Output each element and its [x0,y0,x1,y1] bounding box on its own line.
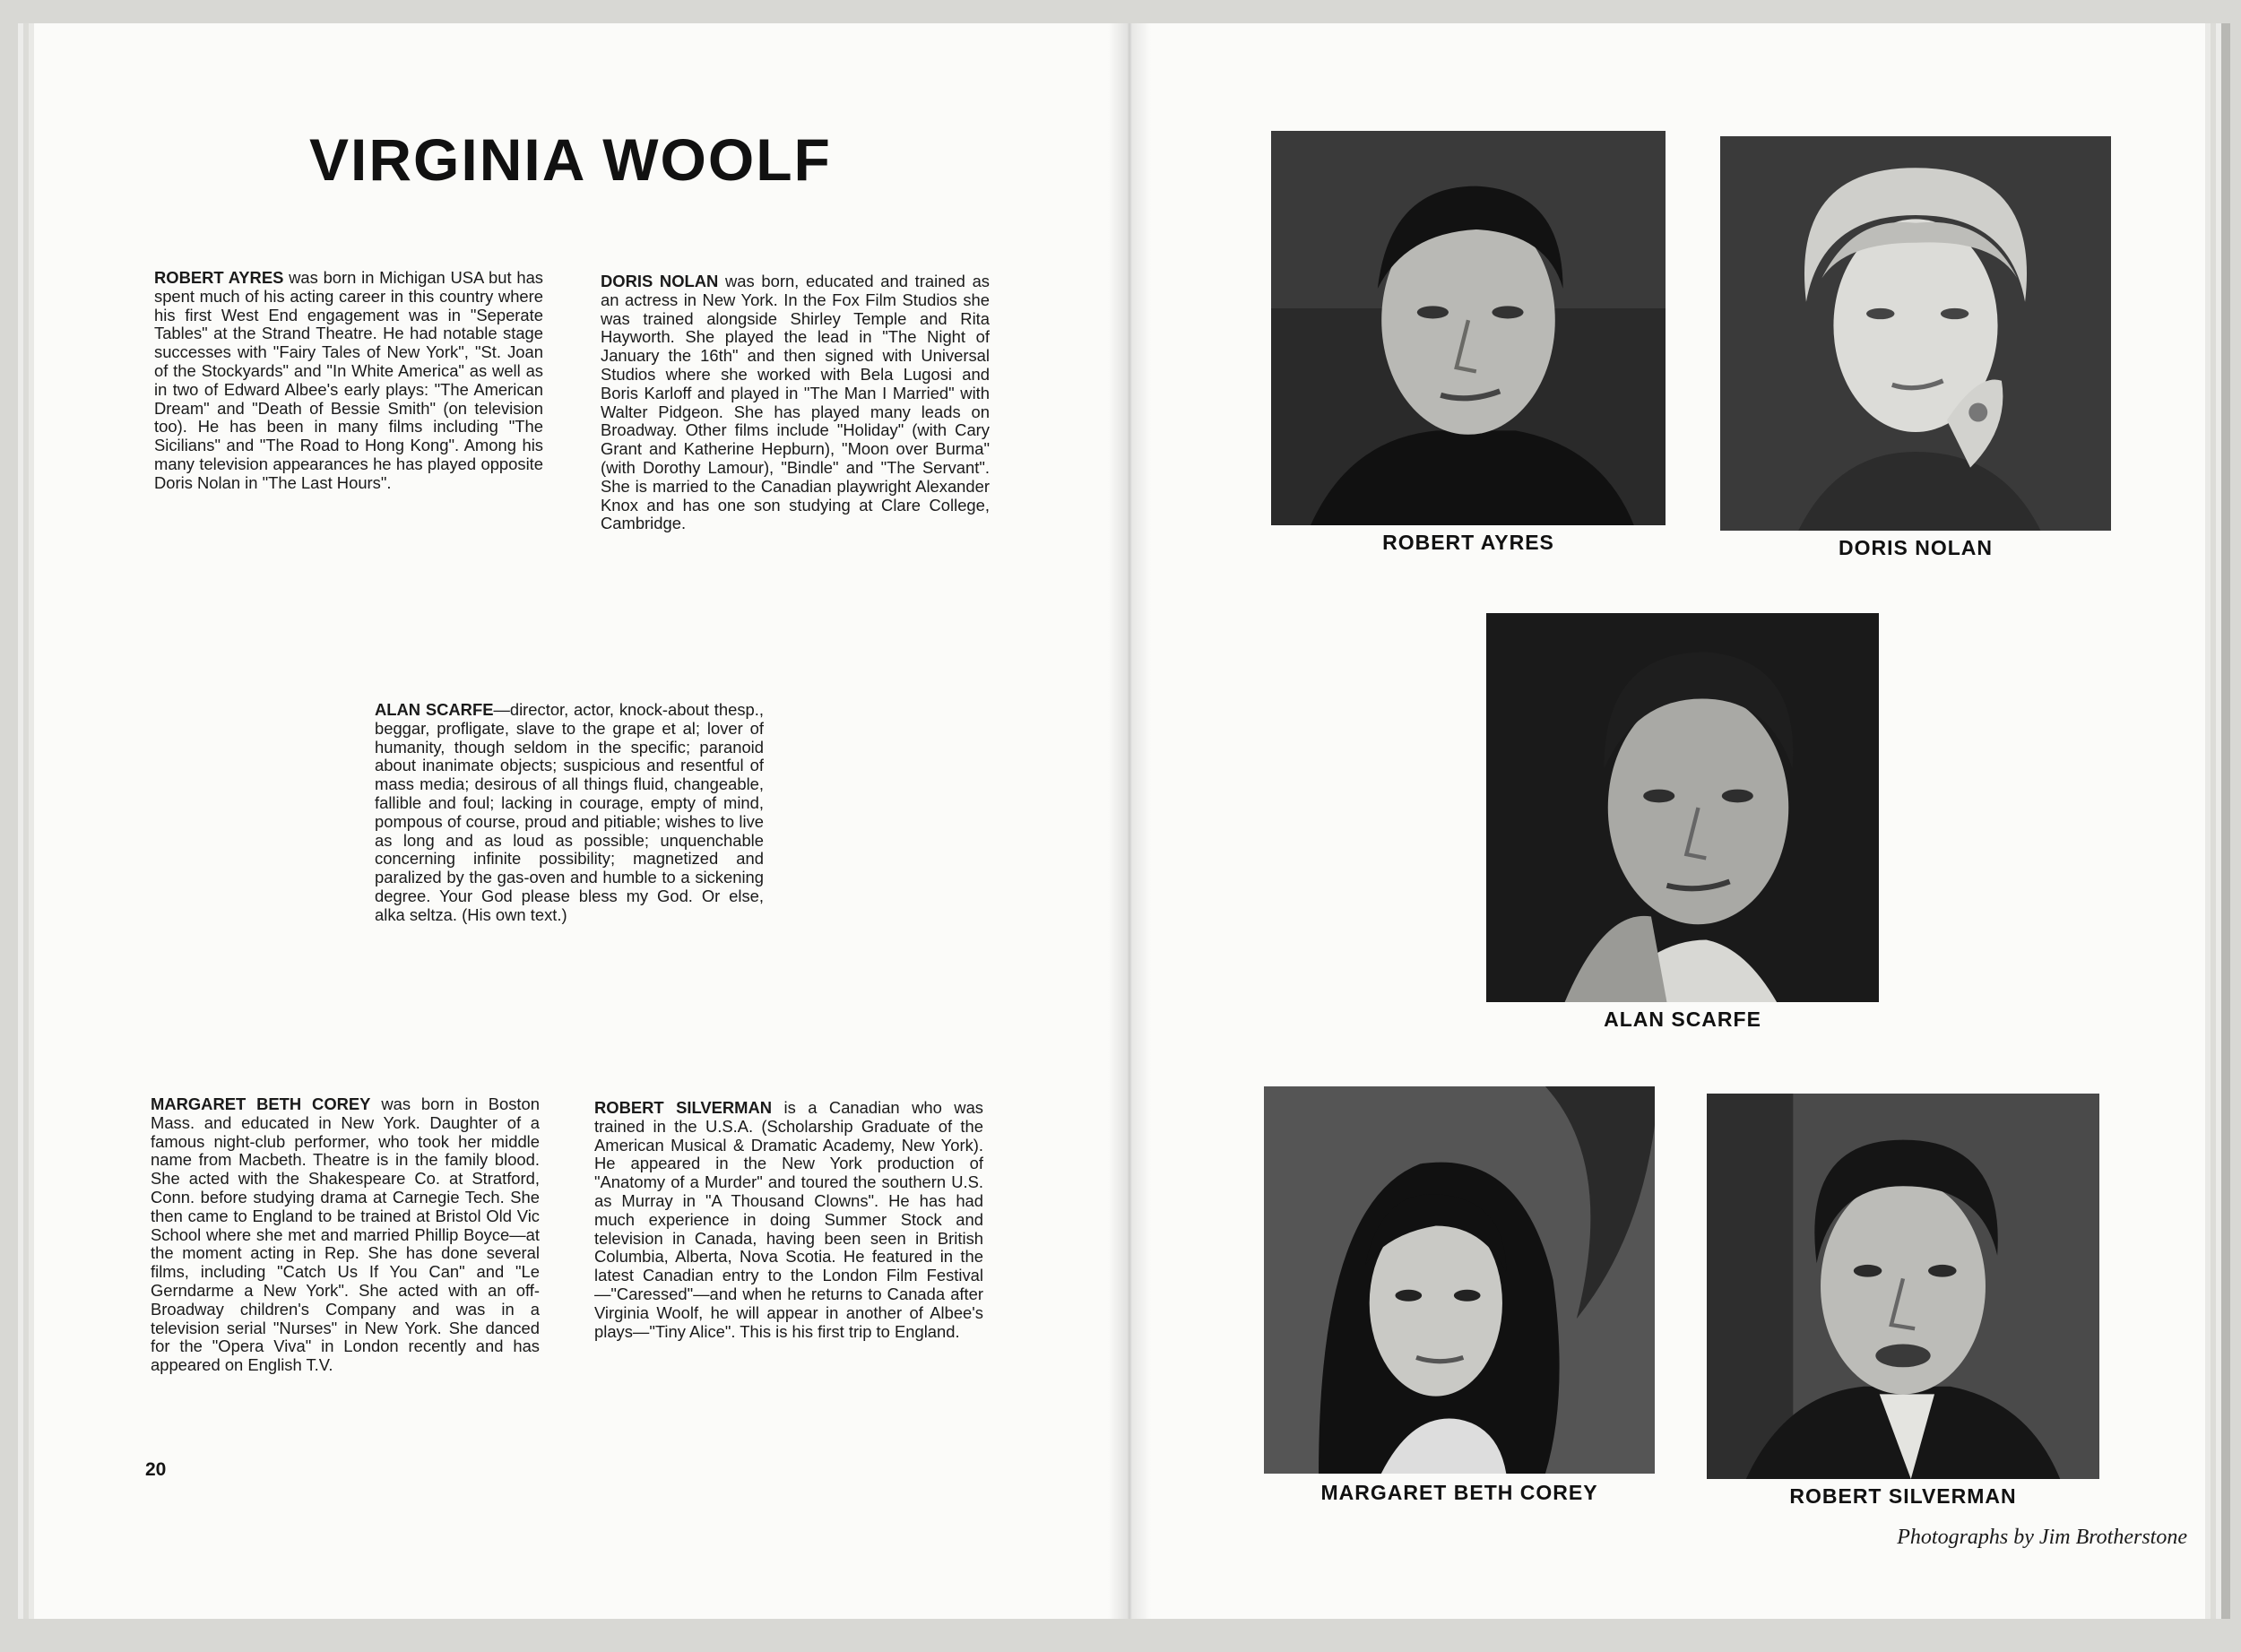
bio-robert-silverman [594,1099,983,1341]
bio-name: ROBERT SILVERMAN [594,1098,773,1117]
bio-robert-ayres [154,269,543,493]
bio-margaret-beth-corey [151,1095,540,1375]
bio-name: ROBERT AYRES [154,268,284,287]
caption-robert-ayres: ROBERT AYRES [1382,531,1554,554]
portrait-robert-ayres [1271,131,1666,525]
bio-name: DORIS NOLAN [601,272,719,290]
caption-alan-scarfe: ALAN SCARFE [1604,1008,1761,1031]
bio-text: was born, educated and trained as an actress in New York. In the Fox Film Studios she was trained alongside Shirley Temple and Rita Hayworth. She played the lead in "The Night of January the 16th" and then signed with Universal Studios where she worked with Bela Lugosi and Boris Karloff and played in "The Man I Married" with Walter Pidgeon. She has played many leads on Broadway. Other films include "Holiday" (with Cary Grant and Katherine Hepburn), "Moon over Burma" (with Dorothy Lamour), "Bindle" and "The Servant". She is married to the Canadian playwright Alexander Knox and has one son studying at Clare College, Cambridge. [601,272,990,533]
portrait-doris-nolan [1720,136,2111,531]
bio-text: was born in Michigan USA but has spent much of his acting career in this country where his first West End engagement was in "Seperate Tables" at the Strand Theatre. He had notable stage successes with "Fairy Tales of New York", "St. Joan of the Stockyards" and "In White America" as well as in two of Edward Albee's early plays: "The American Dream" and "Death of Bessie Smith" (on television too). He has been in many films including "The Sicilians" and "The Road to Hong Kong". Among his many television appearances he has played opposite Doris Nolan in "The Last Hours". [154,268,543,492]
book-gutter [1108,23,1151,1619]
bio-text: —director, actor, knock-about thesp., beggar, profligate, slave to the grape et al; lover of humanity, though seldom in the specific; paranoid about inanimate objects; suspicious and resentful of mass media; desirous of all things fluid, changeable, fallible and foul; lacking in courage, empty of mind, pompous of course, proud and pitiable; wishes to live as long and as loud as possible; unquenchable concerning infinite possibility; magnetized and paralized by the gas-oven and humble to a sickening degree. Your God please bless my God. Or else, alka seltza. (His own text.) [375,700,764,924]
page-number: 20 [145,1459,167,1480]
portrait-alan-scarfe [1486,613,1879,1002]
caption-robert-silverman: ROBERT SILVERMAN [1789,1484,2017,1508]
bio-doris-nolan [601,272,990,533]
photo-credit: Photographs by Jim Brotherstone [1897,1526,2187,1549]
bio-name: ALAN SCARFE [375,700,494,719]
page-title: VIRGINIA WOOLF [309,126,832,193]
bio-alan-scarfe [375,701,764,925]
caption-margaret-beth-corey: MARGARET BETH COREY [1320,1481,1598,1504]
bio-name: MARGARET BETH COREY [151,1094,371,1113]
portrait-margaret-beth-corey [1264,1086,1655,1474]
bio-text: was born in Boston Mass. and educated in New York. Daughter of a famous night-club performer, who took her middle name from Macbeth. Theatre is in the family blood. She acted with the Shakespeare Co. at Stratford, Conn. before studying drama at Carnegie Tech. She then came to England to be trained at Bristol Old Vic School where she met and married Phillip Boyce—at the moment acting in Rep. She has done several films, including "Catch Us If You Can" and "Le Gerndarme a New York". She acted with an off-Broadway children's Company and was in a television serial "Nurses" in New York. She danced for the "Opera Viva" in London recently and has appeared on English T.V. [151,1094,540,1375]
portrait-robert-silverman [1707,1094,2099,1479]
caption-doris-nolan: DORIS NOLAN [1839,536,1993,559]
bio-text: is a Canadian who was trained in the U.S.A. (Scholarship Graduate of the American Musical & Dramatic Academy, New York). He appeared in the New York production of "Anatomy of a Murder" and toured the southern U.S. as Murray in "A Thousand Clowns". He has had much experience in doing Summer Stock and television in Canada, having been seen in British Columbia, Alberta, Nova Scotia. He featured in the latest Canadian entry to the London Film Festival—"Caressed"—and when he returns to Canada after Virginia Woolf, he will appear in another of Albee's plays—"Tiny Alice". This is his first trip to England. [594,1098,983,1341]
